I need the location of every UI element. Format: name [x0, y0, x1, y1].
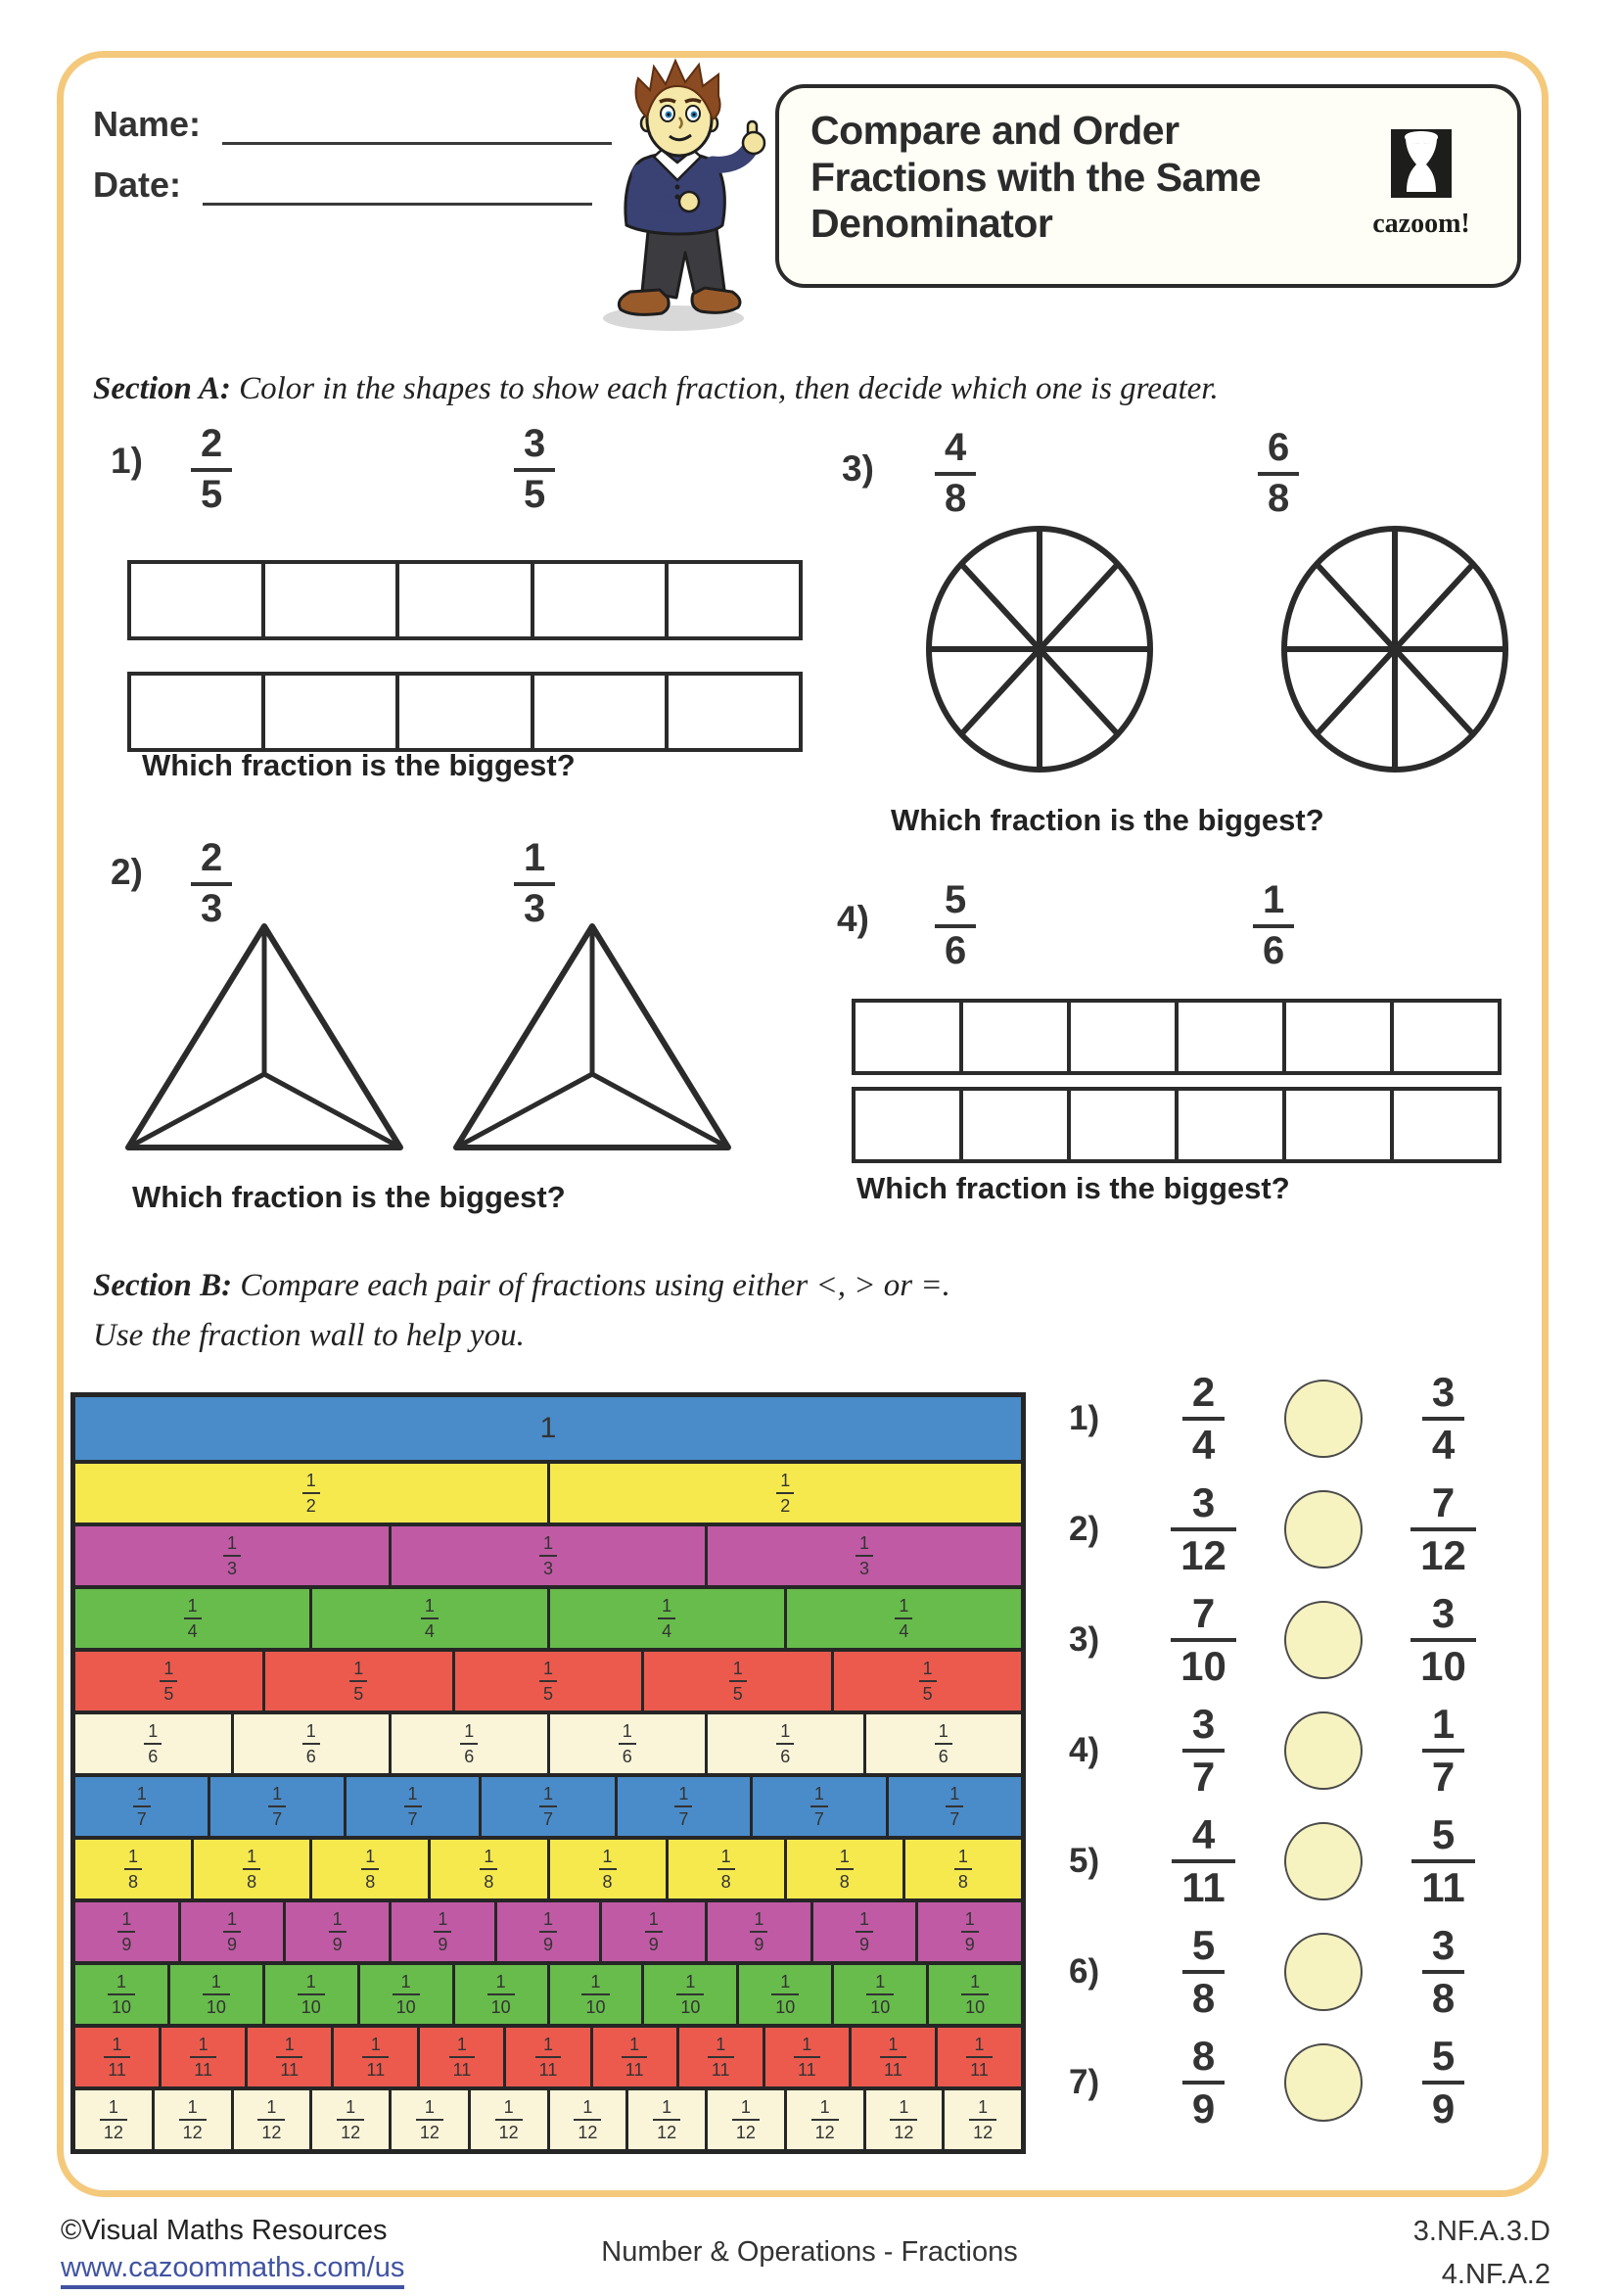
fraction-bar-bottom[interactable]	[852, 1087, 1502, 1163]
fraction-wall-row	[75, 1710, 1021, 1773]
wall-fraction: 1 10	[393, 1973, 420, 2016]
fraction-wall-cell	[705, 1902, 810, 1961]
wall-fraction: 1 9	[539, 1910, 557, 1953]
fraction-wall-cell	[831, 1965, 926, 2024]
fraction-wall-cell	[357, 1965, 452, 2024]
fraction-wall-cell	[810, 1902, 916, 1961]
right-fraction: $\frac{3}{8}$	[1422, 1923, 1464, 2021]
fraction-wall-cell	[245, 2028, 331, 2086]
fraction-wall-cell	[547, 1589, 784, 1648]
wall-fraction: 1 3	[856, 1534, 873, 1577]
date-input-line[interactable]	[203, 164, 592, 206]
wall-fraction: 1 9	[329, 1910, 347, 1953]
left-fraction: $\frac{2}{5}$	[191, 423, 232, 516]
fraction-wall-row	[75, 1898, 1021, 1961]
wall-fraction: 1 12	[574, 2098, 601, 2141]
question-number: 6)	[1069, 1952, 1137, 1991]
wall-fraction: 1 10	[298, 1973, 325, 2016]
wall-fraction: 1 8	[243, 1848, 260, 1891]
fraction-wall-row	[75, 1397, 1021, 1460]
right-fraction: $\frac{1}{7}$	[1422, 1702, 1464, 1800]
right-fraction: $\frac{3}{4}$	[1422, 1370, 1464, 1468]
fraction-wall-cell	[942, 2090, 1021, 2149]
fraction-wall-cell	[389, 1526, 705, 1585]
wall-fraction: 1 9	[117, 1910, 135, 1953]
fraction-wall-cell	[547, 1714, 706, 1773]
fraction-wall-cell	[159, 2028, 245, 2086]
fraction-wall-cell	[547, 2090, 626, 2149]
bar-segment[interactable]	[261, 676, 395, 748]
bar-segment[interactable]	[1282, 1091, 1390, 1159]
fraction-wall-cell	[231, 2090, 310, 2149]
wall-fraction: 1 10	[581, 1973, 609, 2016]
fraction-wall-cell	[468, 2090, 547, 2149]
fraction-wall-cell	[784, 1589, 1021, 1648]
bar-segment[interactable]	[531, 564, 665, 636]
triangle-thirds-shape[interactable]	[122, 920, 406, 1155]
fraction-bar-top[interactable]	[852, 999, 1502, 1075]
cazoom-logo-text: cazoom!	[1363, 209, 1480, 240]
answer-circle[interactable]	[1284, 1711, 1363, 1790]
comparison-questions	[1069, 1363, 1539, 2137]
fraction-wall-row	[75, 1523, 1021, 1585]
fraction-wall-row	[75, 1460, 1021, 1523]
fraction-wall-cell	[262, 1652, 452, 1710]
right-fraction: $\frac{3}{5}$	[514, 423, 555, 516]
bar-segment[interactable]	[131, 676, 261, 748]
title-box	[775, 84, 1521, 288]
answer-circle[interactable]	[1284, 1380, 1363, 1458]
bar-segment[interactable]	[261, 564, 395, 636]
question-prompt: Which fraction is the biggest?	[142, 748, 576, 783]
fraction-wall-cell	[615, 1777, 750, 1836]
bar-segment[interactable]	[1282, 1003, 1390, 1071]
wall-fraction: 1 10	[487, 1973, 515, 2016]
fraction-wall-cell	[736, 1965, 831, 2024]
fraction-wall-cell	[75, 1902, 178, 1961]
wall-fraction: 1 7	[133, 1785, 151, 1828]
wall-fraction: 1 6	[144, 1722, 162, 1765]
wall-fraction: 1 5	[349, 1660, 367, 1703]
fraction-wall-cell	[75, 1714, 231, 1773]
fraction-wall-cell	[831, 1652, 1021, 1710]
fraction-wall-cell	[428, 1840, 546, 1898]
fraction-wall-cell	[676, 2028, 763, 2086]
wall-fraction: 1 5	[919, 1660, 937, 1703]
answer-circle[interactable]	[1284, 1601, 1363, 1679]
fraction-wall-row	[75, 1961, 1021, 2024]
fraction-wall-cell	[452, 1965, 547, 2024]
fraction-wall-row	[75, 1773, 1021, 1836]
fraction-wall-cell	[344, 1777, 479, 1836]
wall-fraction: 1 9	[961, 1910, 979, 1953]
fraction-wall-cell	[863, 1714, 1022, 1773]
wall-fraction: 1 11	[104, 2036, 130, 2079]
fraction-wall-cell	[915, 1902, 1021, 1961]
website-link[interactable]: www.cazoommaths.com/us	[61, 2252, 404, 2289]
wall-fraction: 1 9	[750, 1910, 767, 1953]
wall-fraction: 1 12	[337, 2098, 364, 2141]
wall-fraction: 1 9	[645, 1910, 663, 1953]
wall-fraction: 1 12	[100, 2098, 127, 2141]
fraction-wall-cell	[389, 2090, 468, 2149]
wall-fraction: 1 11	[449, 2036, 476, 2079]
wall-fraction: 1 11	[622, 2036, 648, 2079]
right-fraction: $\frac{3}{10}$	[1411, 1591, 1476, 1689]
left-fraction: $\frac{4}{11}$	[1172, 1812, 1234, 1910]
wall-fraction: 1 12	[890, 2098, 917, 2141]
wall-fraction: 1 11	[880, 2036, 906, 2079]
wall-fraction: 1 2	[776, 1472, 794, 1515]
left-fraction: $\frac{7}{10}$	[1171, 1591, 1236, 1689]
footer-standards	[1413, 2211, 1550, 2296]
wall-fraction: 1 7	[268, 1785, 286, 1828]
left-fraction: $\frac{5}{6}$	[935, 879, 976, 972]
fraction-wall-cell	[666, 1840, 784, 1898]
answer-circle[interactable]	[1284, 1490, 1363, 1569]
wall-fraction: 1 10	[866, 1973, 894, 2016]
wall-fraction: 1 12	[416, 2098, 443, 2141]
wall-fraction: 1 12	[732, 2098, 760, 2141]
name-field-row	[93, 104, 612, 145]
fraction-wall-cell	[75, 2028, 159, 2086]
wall-fraction: 1 11	[362, 2036, 389, 2079]
compare-question-row	[1069, 1363, 1539, 1474]
compare-question-row	[1069, 1584, 1539, 1695]
right-fraction: $\frac{5}{9}$	[1422, 2034, 1464, 2132]
problem-number: 2)	[111, 852, 143, 893]
wall-fraction: 1 10	[676, 1973, 704, 2016]
wall-fraction: 1 4	[421, 1597, 439, 1640]
problem-1	[93, 423, 817, 795]
cazoom-drum-icon	[1389, 127, 1454, 202]
fraction-wall-cell	[75, 1397, 1021, 1460]
wall-fraction: 1 5	[729, 1660, 747, 1703]
name-input-line[interactable]	[222, 104, 612, 145]
wall-fraction: 1 7	[810, 1785, 828, 1828]
fraction-wall-cell	[547, 1464, 1022, 1523]
compare-question-row	[1069, 2027, 1539, 2137]
wall-fraction: 1 9	[223, 1910, 241, 1953]
fraction-wall-cell	[705, 1526, 1021, 1585]
fraction-wall-cell	[75, 1840, 191, 1898]
triangle-thirds-shape[interactable]	[450, 920, 734, 1155]
question-number: 7)	[1069, 2063, 1137, 2102]
question-prompt: Which fraction is the biggest?	[856, 1171, 1290, 1206]
wall-fraction: 1 10	[108, 1973, 135, 2016]
left-fraction: $\frac{2}{3}$	[191, 837, 232, 930]
bar-segment[interactable]	[1067, 1003, 1175, 1071]
wall-fraction: 1 6	[776, 1722, 794, 1765]
wall-fraction: 1 8	[717, 1848, 735, 1891]
wall-fraction: 1 8	[954, 1848, 972, 1891]
bar-segment[interactable]	[856, 1003, 959, 1071]
wall-fraction: 1 6	[619, 1722, 636, 1765]
compare-question-row	[1069, 1916, 1539, 2027]
fraction-wall-cell	[75, 1777, 208, 1836]
bar-segment[interactable]	[959, 1091, 1067, 1159]
wall-fraction: 1 4	[658, 1597, 675, 1640]
bar-segment[interactable]	[131, 564, 261, 636]
wall-fraction: 1 11	[276, 2036, 302, 2079]
wall-fraction: 1 8	[124, 1848, 142, 1891]
wall-fraction: 1 6	[302, 1722, 320, 1765]
left-fraction: $\frac{8}{9}$	[1182, 2034, 1225, 2132]
wall-fraction: 1 8	[599, 1848, 617, 1891]
wall-fraction: 1 12	[257, 2098, 285, 2141]
question-number: 2)	[1069, 1510, 1137, 1549]
fraction-wall-row	[75, 2086, 1021, 2149]
compare-question-row	[1069, 1474, 1539, 1584]
fraction-wall-cell	[849, 2028, 935, 2086]
fraction-wall-row	[75, 1648, 1021, 1710]
standard-code: 4.NF.A.2	[1413, 2254, 1550, 2296]
fraction-wall-cell	[167, 1965, 262, 2024]
fraction-wall-cell	[75, 1589, 309, 1648]
compare-question-row	[1069, 1695, 1539, 1805]
fraction-wall-cell	[389, 1902, 494, 1961]
fraction-wall-cell	[191, 1840, 309, 1898]
fraction-wall-cell	[784, 1840, 902, 1898]
wall-fraction: 1 3	[223, 1534, 241, 1577]
fraction-wall	[70, 1392, 1026, 2154]
problem-number: 3)	[842, 448, 874, 490]
compare-question-row	[1069, 1805, 1539, 1916]
bar-segment[interactable]	[1067, 1091, 1175, 1159]
worksheet-title: Compare and Order Fractions with the Same Denominator	[810, 108, 1359, 248]
question-number: 5)	[1069, 1842, 1137, 1881]
fraction-wall-cell	[784, 2090, 863, 2149]
fraction-wall-cell	[283, 1902, 389, 1961]
problem-3	[837, 419, 1561, 850]
copyright-text: ©Visual Maths Resources	[61, 2215, 404, 2247]
fraction-wall-cell	[309, 1589, 546, 1648]
fraction-wall-cell	[208, 1777, 343, 1836]
fraction-wall-cell	[705, 1714, 863, 1773]
wall-fraction: 1 4	[184, 1597, 202, 1640]
fraction-wall-cell	[547, 1965, 642, 2024]
fraction-bar-bottom[interactable]	[127, 672, 803, 752]
problem-2	[93, 837, 817, 1229]
wall-fraction: 1 7	[539, 1785, 557, 1828]
left-fraction: $\frac{3}{12}$	[1171, 1480, 1236, 1578]
fraction-wall-cell	[231, 1714, 390, 1773]
wall-fraction: 1 6	[460, 1722, 478, 1765]
fraction-wall-cell	[152, 2090, 231, 2149]
fraction-wall-cell	[331, 2028, 417, 2086]
fraction-wall-cell	[705, 2090, 784, 2149]
wall-fraction: 1 10	[771, 1973, 799, 2016]
right-fraction: $\frac{7}{12}$	[1411, 1480, 1476, 1578]
mascot-boy-illustration	[576, 57, 786, 336]
fraction-wall-cell	[452, 1652, 642, 1710]
wall-fraction: 1 7	[946, 1785, 963, 1828]
fraction-wall-cell	[547, 1840, 666, 1898]
wall-fraction: 1 11	[190, 2036, 216, 2079]
fraction-wall-cell	[75, 1464, 547, 1523]
left-fraction: $\frac{3}{7}$	[1182, 1702, 1225, 1800]
fraction-wall-cell	[590, 2028, 676, 2086]
wall-fraction: 1 10	[203, 1973, 230, 2016]
fraction-wall-cell	[503, 2028, 589, 2086]
fraction-wall-cell	[417, 2028, 503, 2086]
fraction-wall-row	[75, 1836, 1021, 1898]
problem-4	[837, 879, 1522, 1212]
fraction-wall-cell	[309, 1840, 428, 1898]
fraction-wall-cell	[750, 1777, 885, 1836]
fraction-wall-cell	[178, 1902, 284, 1961]
fraction-wall-cell	[641, 1965, 736, 2024]
wall-fraction: 1 2	[302, 1472, 320, 1515]
answer-circle[interactable]	[1284, 2043, 1363, 2122]
fraction-wall-cell	[641, 1652, 831, 1710]
question-number: 3)	[1069, 1620, 1137, 1660]
wall-fraction: 1 8	[480, 1848, 497, 1891]
fraction-wall-cell	[262, 1965, 357, 2024]
wall-fraction: 1 11	[794, 2036, 820, 2079]
fraction-wall-cell	[935, 2028, 1021, 2086]
date-label: Date:	[93, 164, 181, 206]
fraction-wall-cell	[863, 2090, 943, 2149]
wall-fraction: 1 11	[708, 2036, 734, 2079]
bar-segment[interactable]	[395, 564, 530, 636]
fraction-wall-cell	[75, 2090, 152, 2149]
left-fraction: $\frac{5}{8}$	[1182, 1923, 1225, 2021]
wall-fraction: 1 9	[856, 1910, 873, 1953]
wall-fraction: 1 12	[969, 2098, 996, 2141]
circle-eighths-shape[interactable]	[920, 522, 1160, 776]
footer-topic: Number & Operations - Fractions	[0, 2236, 1619, 2269]
wall-fraction: 1 11	[966, 2036, 993, 2079]
wall-fraction: 1 5	[160, 1660, 177, 1703]
question-number: 4)	[1069, 1731, 1137, 1770]
wall-fraction: 1 12	[811, 2098, 839, 2141]
fraction-wall-cell	[75, 1965, 167, 2024]
name-label: Name:	[93, 104, 201, 145]
question-prompt: Which fraction is the biggest?	[132, 1180, 566, 1215]
fraction-wall-cell	[886, 1777, 1021, 1836]
answer-circle[interactable]	[1284, 1822, 1363, 1900]
left-fraction: $\frac{2}{4}$	[1182, 1370, 1225, 1468]
left-fraction: $\frac{4}{8}$	[935, 427, 976, 520]
right-fraction: $\frac{6}{8}$	[1258, 427, 1299, 520]
fraction-wall-cell	[625, 2090, 705, 2149]
wall-label: 1	[540, 1412, 557, 1445]
fraction-wall-cell	[599, 1902, 705, 1961]
bar-segment[interactable]	[959, 1003, 1067, 1071]
bar-segment[interactable]	[395, 676, 530, 748]
fraction-wall-cell	[902, 1840, 1021, 1898]
wall-fraction: 1 4	[895, 1597, 912, 1640]
bar-segment[interactable]	[1390, 1003, 1498, 1071]
bar-segment[interactable]	[1390, 1091, 1498, 1159]
standard-code: 3.NF.A.3.D	[1413, 2211, 1550, 2254]
fraction-bar-top[interactable]	[127, 560, 803, 640]
section-a-heading: Section A: Color in the shapes to show each fraction, then decide which one is greater.	[93, 364, 1219, 414]
right-fraction: $\frac{1}{6}$	[1253, 879, 1294, 972]
circle-eighths-shape[interactable]	[1275, 522, 1515, 776]
wall-fraction: 1 11	[535, 2036, 562, 2079]
fraction-wall-row	[75, 1585, 1021, 1648]
wall-fraction: 1 12	[495, 2098, 523, 2141]
wall-fraction: 1 12	[179, 2098, 207, 2141]
fraction-wall-cell	[75, 1652, 262, 1710]
wall-fraction: 1 7	[674, 1785, 692, 1828]
wall-fraction: 1 5	[539, 1660, 557, 1703]
bar-segment[interactable]	[856, 1091, 959, 1159]
bar-segment[interactable]	[531, 676, 665, 748]
problem-number: 1)	[111, 441, 143, 482]
right-fraction: $\frac{1}{3}$	[514, 837, 555, 930]
wall-fraction: 1 8	[836, 1848, 854, 1891]
fraction-wall-cell	[309, 2090, 389, 2149]
bar-segment[interactable]	[665, 676, 799, 748]
wall-fraction: 1 8	[361, 1848, 379, 1891]
answer-circle[interactable]	[1284, 1933, 1363, 2011]
cazoom-logo	[1363, 127, 1480, 240]
fraction-wall-cell	[479, 1777, 614, 1836]
fraction-wall-cell	[926, 1965, 1021, 2024]
fraction-wall-cell	[389, 1714, 547, 1773]
wall-fraction: 1 3	[539, 1534, 557, 1577]
fraction-wall-cell	[75, 1526, 389, 1585]
bar-segment[interactable]	[1175, 1003, 1282, 1071]
fraction-wall-row	[75, 2024, 1021, 2086]
wall-fraction: 1 9	[434, 1910, 451, 1953]
bar-segment[interactable]	[665, 564, 799, 636]
wall-fraction: 1 10	[961, 1973, 989, 2016]
section-b-heading: Section B: Compare each pair of fractions using either <, > or =. Use the fraction wall to help you.	[93, 1261, 950, 1361]
question-prompt: Which fraction is the biggest?	[891, 803, 1324, 838]
fraction-wall-cell	[494, 1902, 600, 1961]
date-field-row	[93, 164, 592, 206]
right-fraction: $\frac{5}{11}$	[1411, 1812, 1474, 1910]
wall-fraction: 1 6	[935, 1722, 952, 1765]
wall-fraction: 1 12	[653, 2098, 680, 2141]
bar-segment[interactable]	[1175, 1091, 1282, 1159]
question-number: 1)	[1069, 1399, 1137, 1438]
wall-fraction: 1 7	[404, 1785, 422, 1828]
problem-number: 4)	[837, 899, 869, 940]
fraction-wall-cell	[763, 2028, 849, 2086]
